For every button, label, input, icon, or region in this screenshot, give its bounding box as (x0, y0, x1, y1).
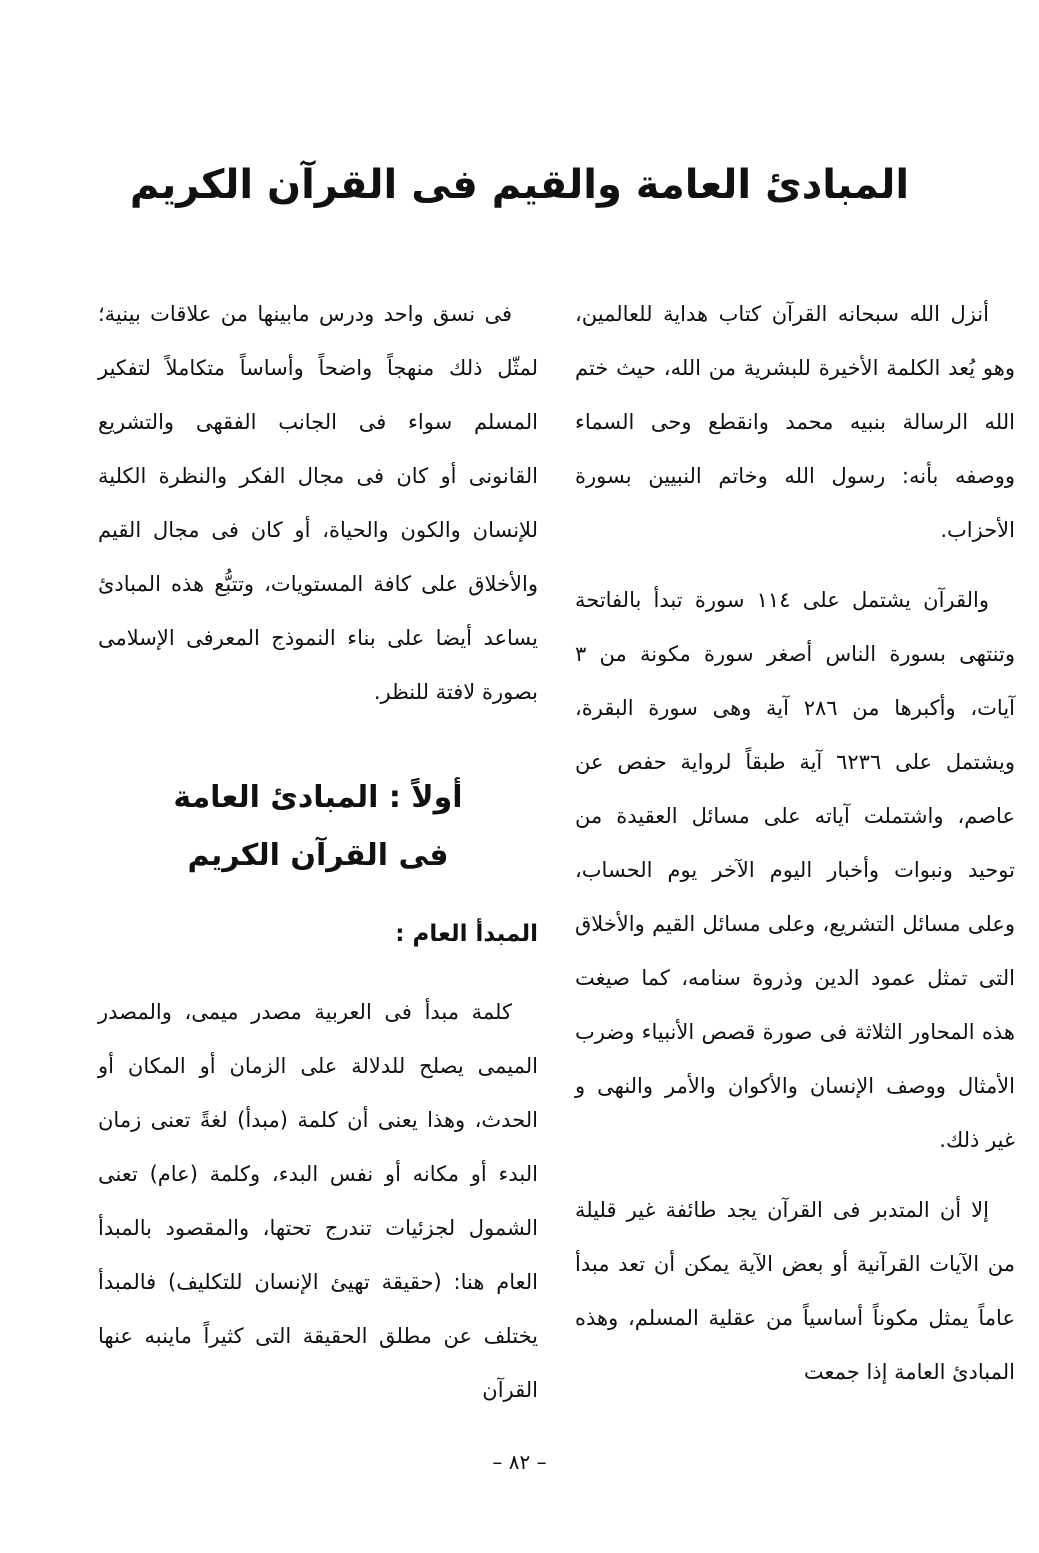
page-title: المبادئ العامة والقيم فى القرآن الكريم (129, 162, 910, 208)
paragraph: والقرآن يشتمل على ١١٤ سورة تبدأ بالفاتحة وتنتهى بسورة الناس أصغر سورة مكونة من ٣ آيات، وأكبرها من ٢٨٦ آية وهى سورة البقرة، ويشتمل على ٦٢٣٦ آية طبقاً لرواية حفص عن عاصم، واشتملت آياته على مسائل العقيدة من توحيد ونبوات وأخبار اليوم الآخر يوم الحساب، وعلى مسائل التشريع، وعلى مسائل القيم والأخلاق التى تمثل عمود الدين وذروة سنامه، كما صيغت هذه المحاور الثلاثة فى صورة قصص الأنبياء وضرب الأمثال ووصف الإنسان والأكوان والأمر والنهى و غير ذلك. (575, 588, 1015, 1152)
section-heading-line: أولاً : المبادئ العامة (173, 780, 463, 815)
paragraph: إلا أن المتدبر فى القرآن يجد طائفة غير قليلة من الآيات القرآنية أو بعض الآية يمكن أن تعد مبدأ عاماً يمثل مكوناً أساسياً من عقلية المسلم، وهذه المبادئ العامة إذا جمعت (575, 1198, 1015, 1384)
subheading: المبدأ العام : (395, 921, 538, 947)
paragraph: فى نسق واحد ودرس مابينها من علاقات بينية؛ لمثّل ذلك منهجاً واضحاً وأساساً متكاملاً لتفكير المسلم سواء فى الجانب الفقهى والتشريع القانونى أو كان فى مجال الفكر والنظرة الكلية للإنسان والكون والحياة، أو كان فى مجال القيم والأخلاق على كافة المستويات، وتتبُّع هذه المبادئ يساعد أيضا على بناء النموذج المعرفى الإسلامى بصورة لافتة للنظر. (98, 302, 538, 704)
page-number: – ٨٢ – (492, 1450, 547, 1474)
section-heading (98, 769, 538, 885)
paragraph: كلمة مبدأ فى العربية مصدر ميمى، والمصدر الميمى يصلح للدلالة على الزمان أو المكان أو الحدث، وهذا يعنى أن كلمة (مبدأ) لغةً تعنى زمان البدء أو مكانه أو نفس البدء، وكلمة (عام) تعنى الشمول لجزئيات تندرج تحتها، والمقصود بالمبدأ العام هنا: (حقيقة تهيئ الإنسان للتكليف) فالمبدأ يختلف عن مطلق الحقيقة التى كثيراً ماينبه عنها القرآن (98, 1000, 538, 1402)
left-column (98, 287, 538, 1417)
paragraph: أنزل الله سبحانه القرآن كتاب هداية للعالمين، وهو يُعد الكلمة الأخيرة للبشرية من الله، حيث ختم الله الرسالة بنبيه محمد وانقطع وحى السماء ووصفه بأنه: رسول الله وخاتم النبيين بسورة الأحزاب. (575, 302, 1015, 542)
right-column (575, 287, 1015, 1399)
section-heading-line: فى القرآن الكريم (187, 838, 449, 873)
